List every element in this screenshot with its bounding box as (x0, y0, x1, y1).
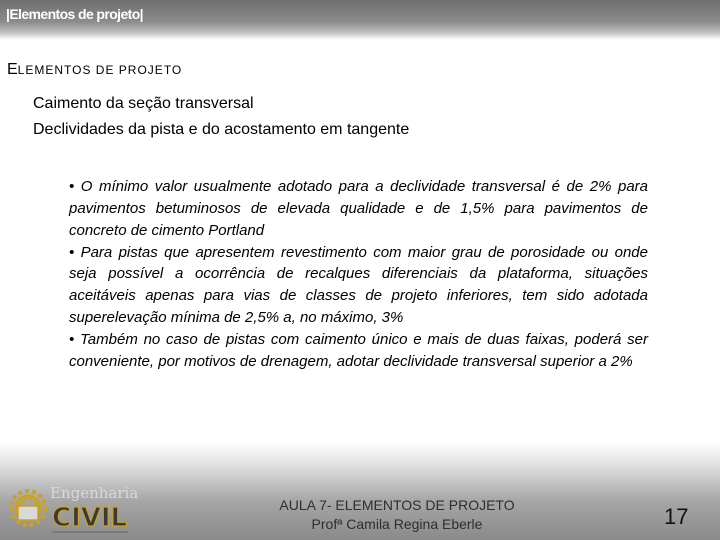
engenharia-civil-logo-icon (4, 476, 144, 536)
bullet-item: • Para pistas que apresentem revestimento com maior grau de porosidade ou onde seja possível a ocorrência de recalques diferenciais da plataforma, situações aceitáveis apenas para vias de classes de projeto inferiores, tem sido adotada superelevação mínima de 2,5% a, no máximo, 3% (69, 243, 648, 326)
bullet-item: • O mínimo valor usualmente adotado para a declividade transversal é de 2% para pavimentos betuminosos de elevada qualidade e de 1,5% para pavimentos de concreto de cimento Portland (69, 178, 648, 239)
subtitle-slopes: Declividades da pista e do acostamento em tangente (33, 121, 410, 138)
logo-text-main: CIVIL (52, 503, 128, 533)
heading-initial: E (7, 61, 18, 78)
footer-professor: Profª Camila Regina Eberle (311, 516, 483, 532)
bullet-item: • Também no caso de pistas com caimento único e mais de duas faixas, poderá ser conveniente, por motivos de drenagem, adotar declividade transversal superior a 2% (69, 330, 648, 370)
bullet-list (69, 176, 648, 373)
section-heading (7, 61, 182, 79)
page-number: 17 (664, 504, 689, 529)
footer-course: AULA 7- ELEMENTOS DE PROJETO (279, 497, 515, 513)
heading-rest: LEMENTOS DE PROJETO (17, 63, 183, 77)
logo-text-top: Engenharia (50, 484, 139, 502)
header-title: |Elementos de projeto| (6, 6, 143, 22)
header-bar (0, 0, 720, 40)
footer-text (240, 496, 554, 534)
gear-icon (11, 491, 45, 525)
subtitle-cross-section: Caimento da seção transversal (33, 95, 254, 112)
